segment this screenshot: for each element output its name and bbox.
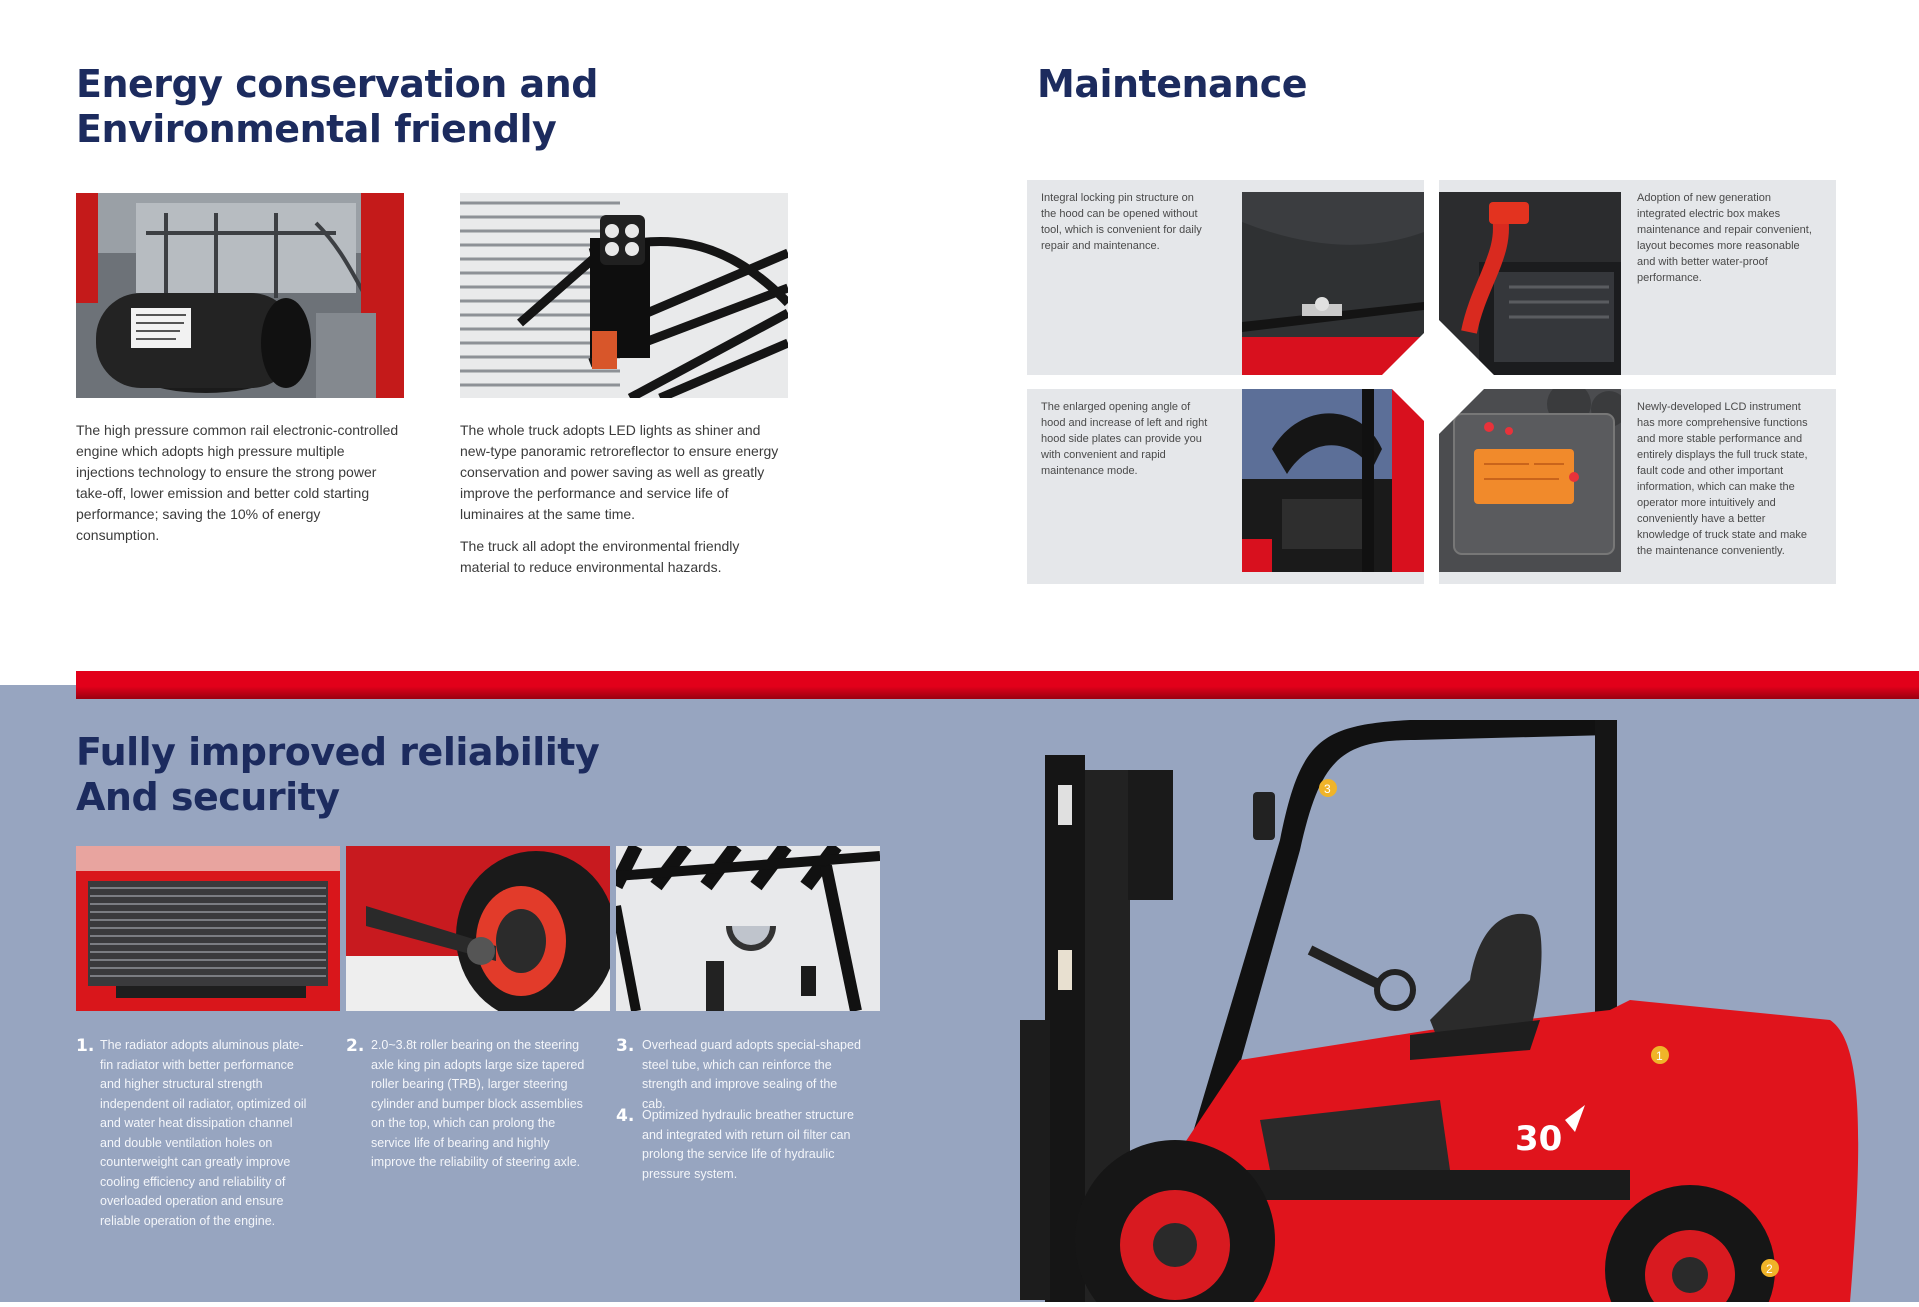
reliability-item-number: 4. xyxy=(616,1106,635,1126)
maintenance-title: Maintenance xyxy=(1037,62,1308,106)
maintenance-card-electric-box xyxy=(1439,180,1836,375)
reliability-item-text: Overhead guard adopts special-shaped steel tube, which can reinforce the strength and improve sealing of the cab. xyxy=(642,1038,861,1111)
reliability-item-text: 2.0~3.8t roller bearing on the steering axle king pin adopts large size tapered roller bearing (TRB), larger steering cylinder and bumper block assemblies on the top, which can prolong the service life of bearing and highly improve the reliability of steering axle. xyxy=(371,1038,585,1169)
maintenance-card-text: Integral locking pin structure on the hood can be opened without tool, which is convenient for daily repair and maintenance. xyxy=(1041,192,1202,252)
reliability-item-text: The radiator adopts aluminous plate-fin radiator with better performance and higher structural strength independent oil radiator, optimized oil and water heat dissipation channel and double ventilation holes on counterweight can greatly improve cooling efficiency and reliability of overloaded operation and ensure reliable operation of the engine. xyxy=(100,1038,307,1228)
engine-description: The high pressure common rail electronic-controlled engine which adopts high pressure multiple injections technology to ensure the strong power take-off, lower emission and better cold starting performance; saving the 10% of energy consumption. xyxy=(76,422,399,543)
led-light-photo xyxy=(460,193,788,398)
callout-1: 1 xyxy=(1656,1049,1663,1063)
led-description: The whole truck adopts LED lights as shiner and new-type panoramic retroreflector to ensure energy conservation and power saving as well as greatly improve the performance and service life of luminaires at the same time. xyxy=(460,422,779,522)
steering-axle-photo xyxy=(346,846,610,1011)
reliability-item-text: Optimized hydraulic breather structure and integrated with return oil filter can prolong the service life of hydraulic pressure system. xyxy=(642,1108,854,1181)
eco-material-description: The truck all adopt the environmental friendly material to reduce environmental hazards. xyxy=(460,538,740,575)
forklift-photo xyxy=(1010,700,1919,1302)
reliability-item-number: 1. xyxy=(76,1036,95,1056)
energy-title-line1: Energy conservation and xyxy=(76,62,598,106)
reliability-item-number: 2. xyxy=(346,1036,365,1056)
open-hood-photo xyxy=(1242,389,1424,572)
reliability-title xyxy=(76,730,599,820)
red-divider-stripe xyxy=(76,671,1919,699)
overhead-guard-photo xyxy=(616,846,880,1011)
energy-title-line2: Environmental friendly xyxy=(76,107,557,151)
truck-model-badge: 30 xyxy=(1515,1119,1563,1159)
callout-3: 3 xyxy=(1324,782,1331,796)
maintenance-card-text: Newly-developed LCD instrument has more comprehensive functions and more stable performance and entirely displays the full truck state, fault code and other important information, which can make the operator more intuitively and conveniently have a better knowledge of truck state and make the maintenance conveniently. xyxy=(1637,401,1808,557)
radiator-photo xyxy=(76,846,340,1011)
reliability-item-number: 3. xyxy=(616,1036,635,1056)
maintenance-card-text: The enlarged opening angle of hood and increase of left and right hood side plates can provide you with convenient and rapid maintenance mode. xyxy=(1041,401,1208,477)
reliability-title-line1: Fully improved reliability xyxy=(76,730,600,774)
maintenance-card-locking-pin xyxy=(1027,180,1424,375)
lcd-instrument-photo xyxy=(1439,389,1621,572)
callout-2: 2 xyxy=(1766,1262,1773,1276)
engine-photo xyxy=(76,193,404,398)
maintenance-card-lcd xyxy=(1439,389,1836,584)
energy-title xyxy=(76,62,598,152)
maintenance-card-text: Adoption of new generation integrated electric box makes maintenance and repair convenient, layout becomes more reasonable and with better water-proof performance. xyxy=(1637,192,1812,284)
reliability-title-line2: And security xyxy=(76,775,340,819)
hood-lock-photo xyxy=(1242,192,1424,375)
maintenance-card-hood-angle xyxy=(1027,389,1424,584)
